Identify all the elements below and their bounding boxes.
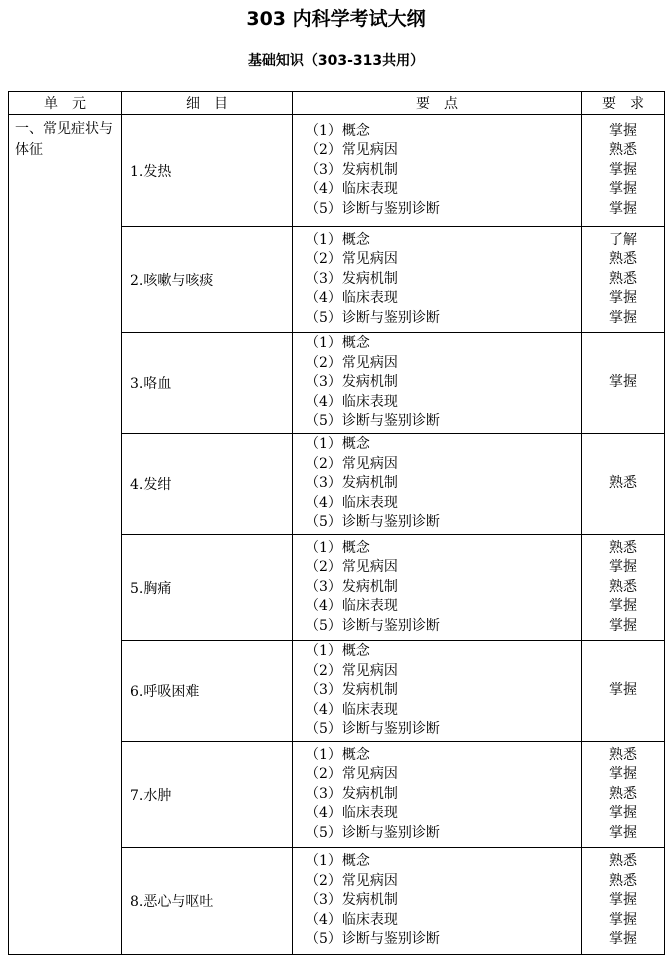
requirement-cell <box>582 115 665 227</box>
requirement-cell <box>582 848 665 955</box>
table-row <box>9 115 665 227</box>
requirement-item: 掌握 <box>609 911 637 928</box>
point-item: （3）发病机制 <box>305 785 398 802</box>
point-item: （5）诊断与鉴别诊断 <box>305 200 440 217</box>
requirement-cell <box>582 742 665 848</box>
point-item: （4）临床表现 <box>305 701 398 718</box>
point-item: （3）发病机制 <box>305 578 398 595</box>
point-item: （4）临床表现 <box>305 393 398 410</box>
point-item: （4）临床表现 <box>305 494 398 511</box>
requirement-item: 掌握 <box>609 200 637 217</box>
point-item: （5）诊断与鉴别诊断 <box>305 931 440 948</box>
point-item: （2）常见病因 <box>305 251 398 268</box>
point-item: （5）诊断与鉴别诊断 <box>305 514 440 531</box>
point-item: （4）临床表现 <box>305 911 398 928</box>
point-item: （3）发病机制 <box>305 892 398 909</box>
requirement-item: 掌握 <box>609 161 637 178</box>
point-item: （2）常见病因 <box>305 662 398 679</box>
requirement-item: 掌握 <box>609 931 637 948</box>
points-cell <box>293 434 582 535</box>
requirement-cell <box>582 227 665 333</box>
point-item: （4）临床表现 <box>305 598 398 615</box>
point-item: （3）发病机制 <box>305 270 398 287</box>
detail-cell: 3.咯血 <box>122 333 293 434</box>
point-item: （1）概念 <box>305 539 370 556</box>
point-item: （1）概念 <box>305 746 370 763</box>
point-item: （4）临床表现 <box>305 290 398 307</box>
detail-cell: 6.呼吸困难 <box>122 641 293 742</box>
point-item: （4）临床表现 <box>305 805 398 822</box>
requirement-item: 掌握 <box>609 122 637 139</box>
requirement-item: 掌握 <box>609 374 637 391</box>
points-cell <box>293 227 582 333</box>
requirement-item: 熟悉 <box>609 853 637 870</box>
point-item: （5）诊断与鉴别诊断 <box>305 617 440 634</box>
requirement-item: 掌握 <box>609 682 637 699</box>
requirement-item: 了解 <box>609 231 637 248</box>
detail-cell: 2.咳嗽与咳痰 <box>122 227 293 333</box>
requirement-item: 掌握 <box>609 824 637 841</box>
point-item: （5）诊断与鉴别诊断 <box>305 309 440 326</box>
requirement-item: 熟悉 <box>609 539 637 556</box>
requirement-item: 熟悉 <box>609 475 637 492</box>
point-item: （2）常见病因 <box>305 354 398 371</box>
requirement-item: 掌握 <box>609 181 637 198</box>
requirement-item: 掌握 <box>609 290 637 307</box>
detail-cell: 8.恶心与呕吐 <box>122 848 293 955</box>
requirement-cell <box>582 333 665 434</box>
requirement-cell <box>582 641 665 742</box>
requirement-item: 掌握 <box>609 805 637 822</box>
page-title: 303 内科学考试大纲 <box>246 8 426 30</box>
point-item: （1）概念 <box>305 436 370 453</box>
requirement-item: 掌握 <box>609 559 637 576</box>
detail-cell: 5.胸痛 <box>122 535 293 641</box>
table-body <box>9 115 665 955</box>
detail-cell: 7.水肿 <box>122 742 293 848</box>
point-item: （5）诊断与鉴别诊断 <box>305 413 440 430</box>
points-cell <box>293 742 582 848</box>
header-requirement: 要 求 <box>582 92 665 115</box>
requirement-cell <box>582 535 665 641</box>
point-item: （1）概念 <box>305 643 370 660</box>
point-item: （2）常见病因 <box>305 559 398 576</box>
point-item: （1）概念 <box>305 122 370 139</box>
requirement-item: 掌握 <box>609 766 637 783</box>
points-cell <box>293 848 582 955</box>
points-cell <box>293 641 582 742</box>
requirement-item: 掌握 <box>609 892 637 909</box>
point-item: （3）发病机制 <box>305 374 398 391</box>
point-item: （2）常见病因 <box>305 872 398 889</box>
point-item: （5）诊断与鉴别诊断 <box>305 824 440 841</box>
requirement-item: 熟悉 <box>609 872 637 889</box>
table-header-row <box>9 92 665 115</box>
requirement-item: 熟悉 <box>609 785 637 802</box>
page-subtitle: 基础知识（303-313共用） <box>247 53 425 69</box>
header-points: 要 点 <box>293 92 582 115</box>
requirement-item: 掌握 <box>609 617 637 634</box>
requirement-item: 熟悉 <box>609 270 637 287</box>
requirement-item: 掌握 <box>609 309 637 326</box>
syllabus-table <box>8 91 665 955</box>
requirement-item: 熟悉 <box>609 251 637 268</box>
requirement-item: 熟悉 <box>609 746 637 763</box>
point-item: （4）临床表现 <box>305 181 398 198</box>
points-cell <box>293 115 582 227</box>
detail-cell: 4.发绀 <box>122 434 293 535</box>
point-item: （5）诊断与鉴别诊断 <box>305 721 440 738</box>
points-cell <box>293 535 582 641</box>
point-item: （2）常见病因 <box>305 455 398 472</box>
requirement-item: 熟悉 <box>609 142 637 159</box>
requirement-item: 掌握 <box>609 598 637 615</box>
unit-cell: 一、常见症状与体征 <box>9 115 122 955</box>
requirement-item: 熟悉 <box>609 578 637 595</box>
detail-cell: 1.发热 <box>122 115 293 227</box>
point-item: （1）概念 <box>305 853 370 870</box>
header-unit: 单 元 <box>9 92 122 115</box>
point-item: （2）常见病因 <box>305 142 398 159</box>
point-item: （3）发病机制 <box>305 682 398 699</box>
points-cell <box>293 333 582 434</box>
header-detail: 细 目 <box>122 92 293 115</box>
requirement-cell <box>582 434 665 535</box>
point-item: （1）概念 <box>305 335 370 352</box>
point-item: （1）概念 <box>305 231 370 248</box>
point-item: （2）常见病因 <box>305 766 398 783</box>
point-item: （3）发病机制 <box>305 161 398 178</box>
point-item: （3）发病机制 <box>305 475 398 492</box>
